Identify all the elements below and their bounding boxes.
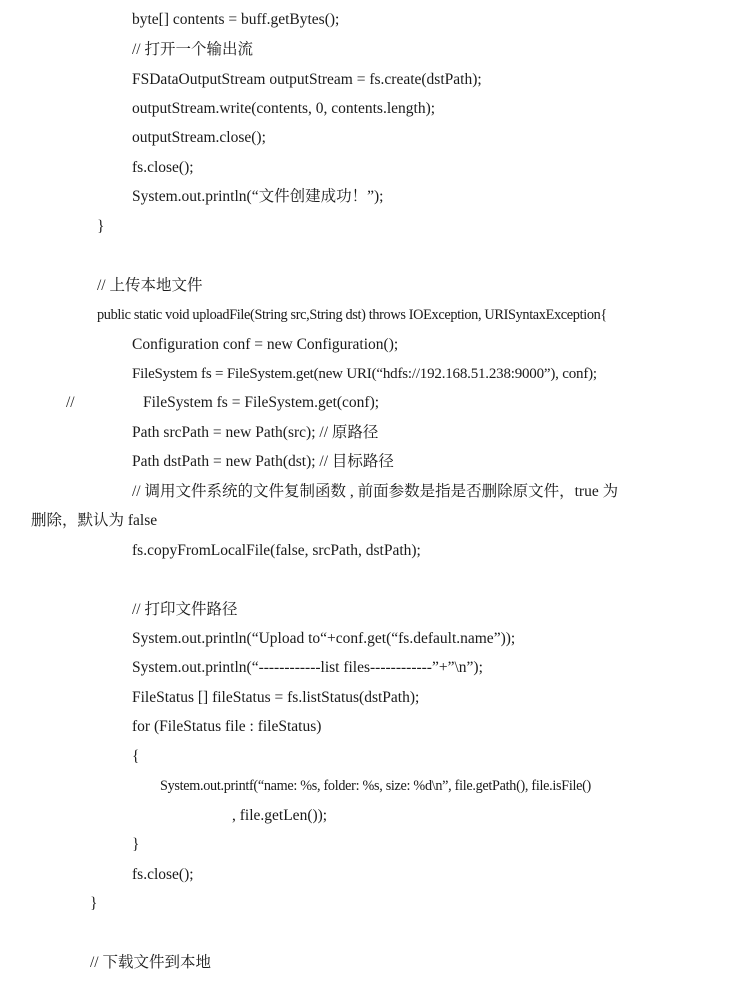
code-line: FileStatus [] fileStatus = fs.listStatus(dstPath); bbox=[132, 689, 420, 706]
code-line: System.out.println(“Upload to“+conf.get(“fs.default.name”)); bbox=[132, 630, 516, 647]
code-line: outputStream.write(contents, 0, contents.length); bbox=[132, 100, 436, 117]
code-line: public static void uploadFile(String src,String dst) throws IOException, URISyntaxException{ bbox=[97, 307, 607, 323]
code-brace: { bbox=[132, 748, 140, 765]
code-line: , file.getLen()); bbox=[232, 807, 328, 824]
code-line: outputStream.close(); bbox=[132, 129, 266, 146]
code-line: fs.close(); bbox=[132, 866, 194, 883]
code-line: fs.close(); bbox=[132, 159, 194, 176]
code-line: FileSystem fs = FileSystem.get(conf); bbox=[143, 394, 380, 411]
code-line: FSDataOutputStream outputStream = fs.create(dstPath); bbox=[132, 71, 482, 88]
code-line: for (FileStatus file : fileStatus) bbox=[132, 718, 322, 735]
code-line: Path dstPath = new Path(dst); // 目标路径 bbox=[132, 453, 394, 470]
code-brace: } bbox=[97, 218, 105, 235]
code-brace: } bbox=[132, 836, 140, 853]
code-comment: // 调用文件系统的文件复制函数 , 前面参数是指是否删除原文件，true 为 bbox=[132, 483, 619, 500]
code-line: System.out.println(“------------list files------------”+”\n”); bbox=[132, 659, 483, 676]
code-line: fs.copyFromLocalFile(false, srcPath, dstPath); bbox=[132, 542, 421, 559]
code-line: FileSystem fs = FileSystem.get(new URI(“hdfs://192.168.51.238:9000”), conf); bbox=[132, 366, 597, 382]
code-comment: // 下载文件到本地 bbox=[90, 954, 211, 971]
code-comment: // 上传本地文件 bbox=[97, 277, 203, 294]
code-brace: } bbox=[90, 895, 98, 912]
code-line: Path srcPath = new Path(src); // 原路径 bbox=[132, 424, 379, 441]
code-comment-marker: // bbox=[66, 394, 75, 411]
code-comment-wrap: 删除，默认为 false bbox=[31, 512, 158, 529]
code-comment: // 打开一个输出流 bbox=[132, 41, 253, 58]
code-line: Configuration conf = new Configuration(); bbox=[132, 336, 399, 353]
code-line: System.out.println(“文件创建成功！”); bbox=[132, 188, 384, 205]
code-line: System.out.printf(“name: %s, folder: %s, size: %d\n”, file.getPath(), file.isFile() bbox=[160, 778, 591, 794]
code-comment: // 打印文件路径 bbox=[132, 601, 238, 618]
code-line: byte[] contents = buff.getBytes(); bbox=[132, 11, 340, 28]
